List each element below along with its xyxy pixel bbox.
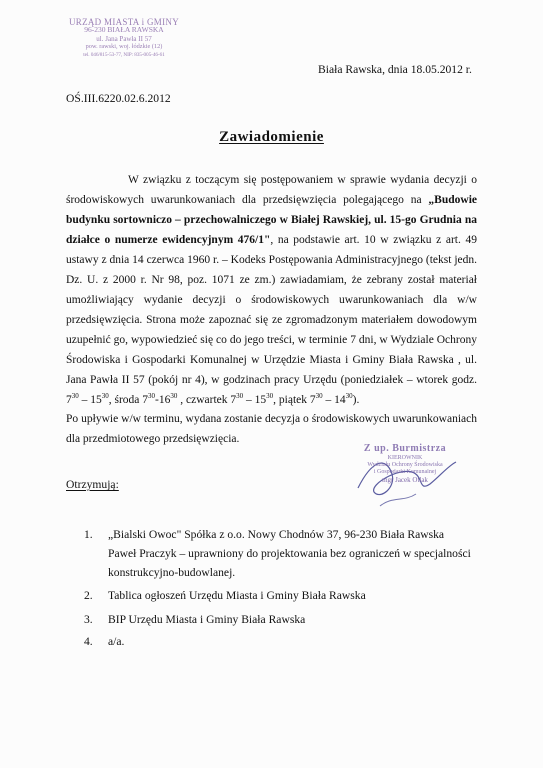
office-stamp [58,18,190,59]
recipient-item [84,586,504,605]
document-title-text: Zawiadomienie [219,129,324,145]
hours-separator: – [322,394,335,406]
minutes-superscript: 30 [170,392,178,400]
minutes-superscript: 30 [315,392,323,400]
closing-paragraph: Po upływie w/w terminu, wydana zostanie decyzja o środowiskowych uwarunkowaniach dla przedmiotowego przedsięwzięcia. [66,413,477,445]
hours-separator: , piątek [273,394,310,406]
hours-separator: – [78,394,91,406]
document-title [0,129,543,146]
signature-stamp-department: Wydziału Ochrony Środowiska [367,462,443,468]
stamp-line-region: pow. rawski, woj. łódzkie (12) [85,42,163,50]
hours-wed-start: 7 [142,394,149,406]
hours-close: ). [352,394,360,406]
recipient-line: Paweł Praczyk – uprawniony do projektowania bez ograniczeń w specjalności konstrukcyjno-budowlanej. [108,547,471,579]
hours-mon-tue-start: 7 [66,394,72,406]
recipient-line: a/a. [108,635,125,648]
hours-separator: - [155,394,159,406]
paragraph-details: , na podstawie art. 10 w związku z art. 49 ustawy z dnia 14 czerwca 1960 r. – Kodeks Postępowania Administracyjnego (tekst jedn. Dz. U. z 2000 r. Nr 98, poz. 1071 ze zm.) zawiadamiam, że zebrany został materiał umożliwiający wydanie decyzji o środowiskowych uwarunkowaniach dla w/w przedsięwzięcia. Strona może zapoznać się ze zgromadzonym materiałem dowodowym uzupełnić go, wypowiedzieć się co do jego treści, w terminie 7 dni, w Wydziale Ochrony Środowiska i Gospodarki Komunalnej w Urzędzie Miasta i Gminy Biała Rawska , ul. Jana Pawła II 57 (pokój nr 4), w godzinach pracy Urzędu (poniedziałek – wtorek godz. [66,234,477,386]
signature-stamp-position: KIEROWNIK [387,455,423,461]
signature-stamp-department-2: i Gospodarki Komunalnej [373,469,437,475]
signature-stamp-name: mgr Jacek Otlak [382,476,428,484]
receivers-label: Otrzymują: [66,478,119,491]
hours-mon-tue-end: 15 [90,394,102,406]
stamp-line-street: ul. Jana Pawła II 57 [96,34,152,43]
signature-stamp-authority: Z up. Burmistrza [363,443,447,454]
recipient-item [84,610,504,629]
recipients-list [84,525,504,651]
paragraph-intro: W związku z toczącym się postępowaniem w sprawie wydania decyzji o środowiskowych uwarunkowaniach dla przedsięwzięcia polegającego na [66,174,477,206]
receivers-heading [66,478,119,491]
hours-wed-end: 16 [158,394,171,406]
project-name: „Budowie budynku sortowniczo – przechowalniczego w Białej Rawskiej, ul. 15-go Grudnia na działce o numerze ewidencyjnym 476/1" [66,194,477,246]
recipient-number: 2. [84,589,93,602]
stamp-line-postcode: 96-230 BIAŁA RAWSKA [84,25,164,35]
recipient-item [84,632,504,651]
recipient-number: 1. [84,528,93,541]
letter-body [66,170,477,449]
hours-fri-end: 14 [334,394,346,406]
recipient-number: 4. [84,635,93,648]
recipient-line: Tablica ogłoszeń Urzędu Miasta i Gminy Biała Rawska [108,589,366,602]
reference-number: OŚ.III.6220.02.6.2012 [66,92,171,105]
recipient-line: BIP Urzędu Miasta i Gminy Biała Rawska [108,613,306,626]
recipient-item [84,525,504,582]
minutes-superscript: 30 [101,392,109,400]
main-paragraph [66,170,477,410]
hours-separator: , czwartek [177,394,231,406]
signature-stamp [340,443,470,485]
stamp-line-office: URZĄD MIASTA i GMINY [68,17,180,27]
recipient-line: „Bialski Owoc" Spółka z o.o. Nowy Chodnów 37, 96-230 Biała Rawska [108,528,445,541]
place-and-date: Biała Rawska, dnia 18.05.2012 r. [318,63,472,76]
recipient-number: 3. [84,613,93,626]
minutes-superscript: 30 [266,392,274,400]
hours-thu-end: 15 [254,394,267,406]
minutes-superscript: 30 [345,392,353,400]
hours-separator: – [243,394,255,406]
minutes-superscript: 30 [236,392,244,400]
minutes-superscript: 30 [148,392,156,400]
hours-thu-start: 7 [230,394,237,406]
minutes-superscript: 30 [71,392,79,400]
stamp-line-contact: tel. 046/815-53-77, NIP: 835-005-46-61 [83,52,165,59]
hours-separator: , środa [108,394,143,406]
hours-fri-start: 7 [309,394,316,406]
